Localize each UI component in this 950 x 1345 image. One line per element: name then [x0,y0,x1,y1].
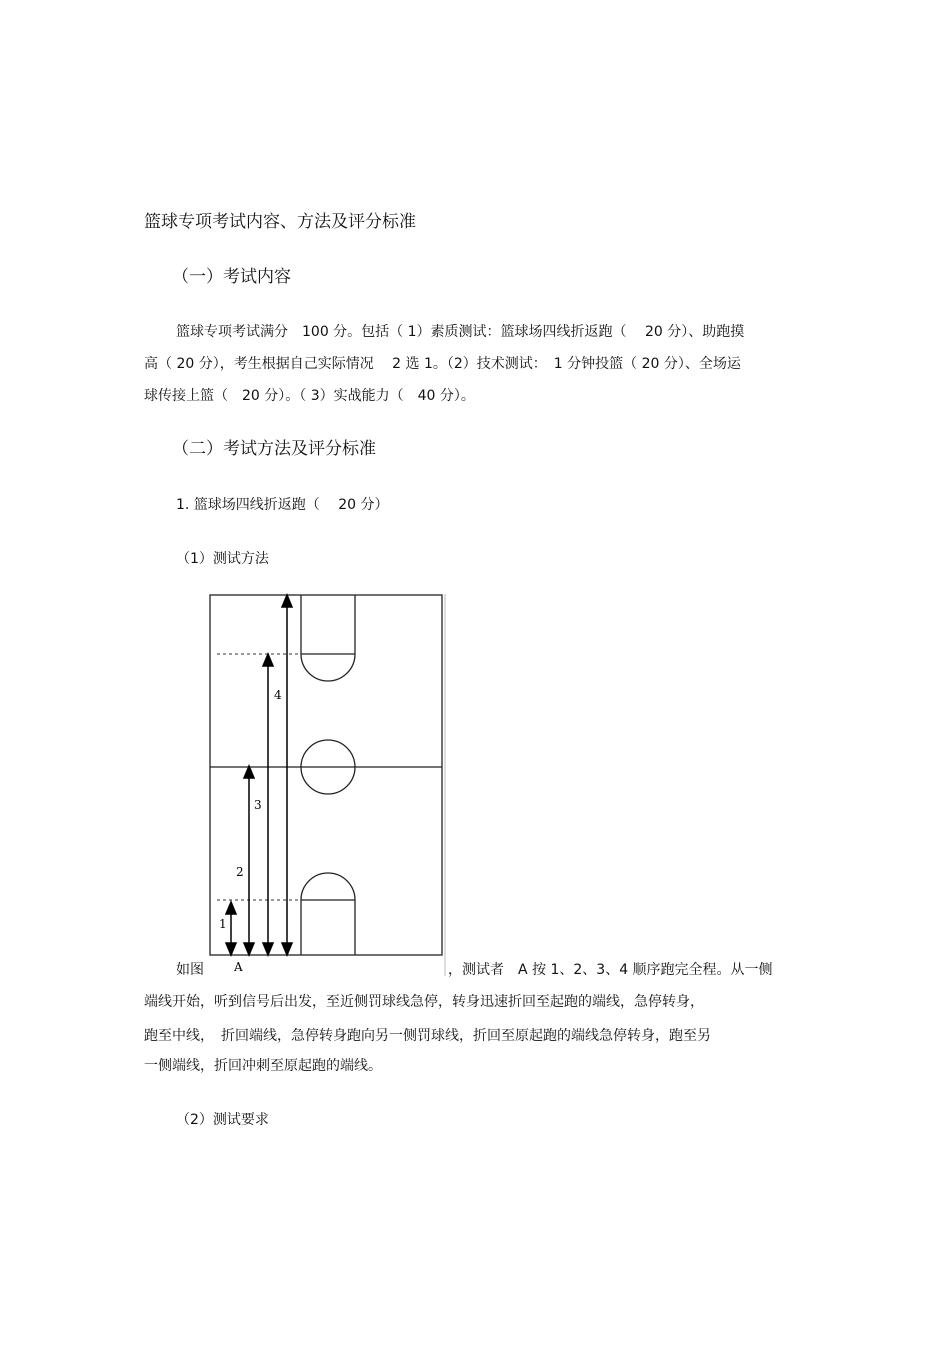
paragraph-line: 篮球专项考试满分 100 分。包括（ 1）素质测试：篮球场四线折返跑（ 20 分）、助跑摸 [176,324,745,340]
section-heading-content: （一）考试内容 [172,267,291,287]
route-label: 2 [236,865,244,879]
paragraph-line: 端线开始，听到信号后出发，至近侧罚球线急停，转身迅速折回至起跑的端线，急停转身， [144,994,704,1010]
route-label: 1 [219,917,227,931]
paragraph-line: 一侧端线，折回冲刺至原起跑的端线。 [144,1058,382,1074]
paragraph-line: ，测试者 A 按 1、2、3、4 顺序跑完全程。从一侧 [448,962,773,978]
top-key [301,595,355,681]
route-arrow-1 [226,902,236,955]
document-title: 篮球专项考试内容、方法及评分标准 [144,212,416,232]
route-arrow-4-outer [282,595,292,955]
paragraph-line: 球传接上篮（ 20 分）。（ 3）实战能力（ 40 分）。 [144,388,475,404]
court-diagram [207,592,449,976]
route-arrow-2-3 [244,766,254,955]
bottom-key [301,873,355,955]
start-point-label: A [234,960,243,974]
route-arrow-4-inner [263,654,273,955]
sub-heading-method: （1）测试方法 [176,551,269,567]
paragraph-line: 高（ 20 分），考生根据自己实际情况 2 选 1。（2）技术测试： 1 分钟投篮（ 20 分）、全场运 [144,356,741,372]
section-heading-method: （二）考试方法及评分标准 [172,439,376,459]
sub-heading-requirements: （2）测试要求 [176,1112,269,1128]
route-label: 3 [254,798,262,812]
item-heading: 1. 篮球场四线折返跑（ 20 分） [176,497,389,513]
figure-reference: 如图 [176,962,204,978]
route-label: 4 [274,688,282,702]
paragraph-line: 跑至中线， 折回端线，急停转身跑向另一侧罚球线，折回至原起跑的端线急停转身，跑至另 [144,1028,711,1044]
